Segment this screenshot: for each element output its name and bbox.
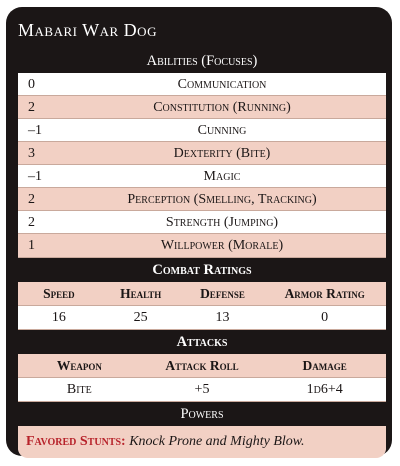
attack-roll-column-header: Attack Roll [165,358,239,373]
ability-row [18,165,386,188]
ability-name: Dexterity (Bite) [173,146,271,161]
ability-name: Strength (Jumping) [165,215,279,230]
abilities-header: Abilities (Focuses) [18,50,386,73]
armor-rating-column-header: Armor Rating [284,286,365,301]
stat-block-card [6,7,392,456]
ability-row [18,73,386,96]
ability-row [18,96,386,119]
favored-stunts-row [18,426,386,458]
ability-value: 2 [28,192,35,207]
attacks-header: Attacks [18,330,386,354]
ability-value: –1 [28,169,42,184]
ability-value: 0 [28,77,35,92]
ability-value: 1 [28,238,35,253]
defense-value: 13 [215,310,230,325]
health-value: 25 [133,310,148,325]
attack-row [18,378,386,402]
weapon-name: Bite [66,382,92,397]
ability-name: Cunning [197,123,247,138]
ability-name: Communication [177,77,267,92]
attack-roll-value: +5 [194,382,210,397]
ability-name: Constitution (Running) [153,100,291,115]
ability-row [18,188,386,211]
ability-row [18,142,386,165]
ability-row [18,211,386,234]
ability-row [18,119,386,142]
creature-title: Mabari War Dog [18,20,157,40]
ability-value: –1 [28,123,42,138]
ability-value: 2 [28,100,35,115]
speed-column-header: Speed [43,286,75,301]
speed-value: 16 [51,310,66,325]
stat-panel [18,50,386,458]
combat-ratings-header: Combat Ratings [18,258,386,282]
defense-column-header: Defense [200,286,245,301]
ability-name: Willpower (Morale) [160,238,284,253]
ability-value: 3 [28,146,35,161]
weapon-column-header: Weapon [56,358,102,373]
favored-stunts-text: Knock Prone and Mighty Blow. [129,434,305,449]
damage-value: 1d6+4 [306,382,343,397]
armor-rating-value: 0 [321,310,329,325]
ability-row [18,234,386,258]
ability-name: Perception (Smelling, Tracking) [127,192,317,207]
damage-column-header: Damage [302,358,347,373]
ability-name: Magic [203,169,241,184]
ability-value: 2 [28,215,35,230]
attack-columns-row [18,354,386,378]
health-column-header: Health [120,286,162,301]
combat-columns-row [18,282,386,306]
favored-stunts-label: Favored Stunts: [26,434,126,449]
combat-values-row [18,306,386,330]
powers-header: Powers [18,402,386,426]
